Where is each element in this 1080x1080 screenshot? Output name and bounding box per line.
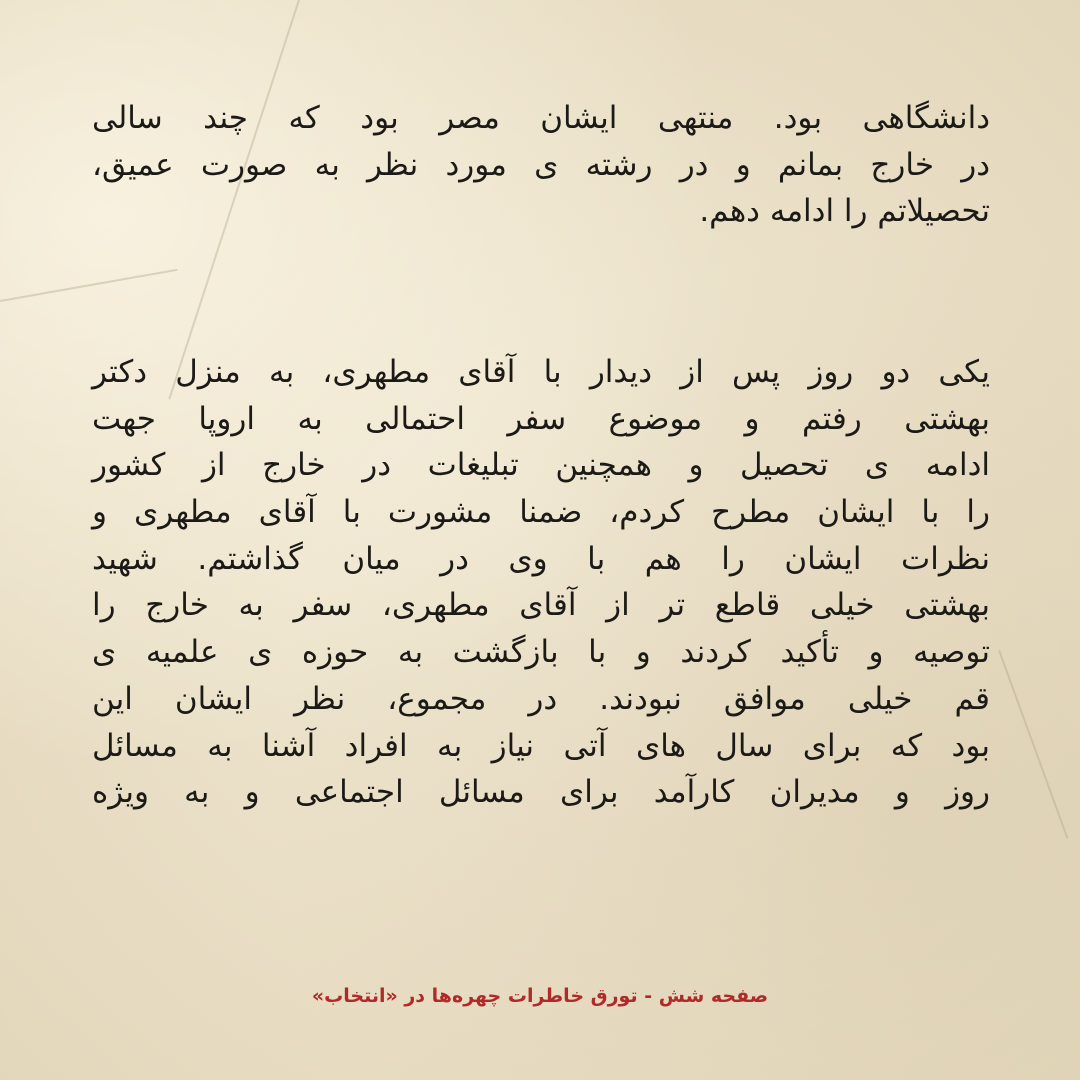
text-line: دانشگاهی بود. منتهی ایشان مصر بود که چند سالی (92, 100, 990, 136)
paragraph-2 (92, 349, 990, 816)
paper-crack (0, 269, 178, 302)
text-line: نظرات ایشان را هم با وی در میان گذاشتم. شهید (92, 540, 990, 577)
text-line: روز و مدیران کارآمد برای مسائل اجتماعی و به ویژه (92, 774, 990, 811)
text-line: بهشتی رفتم و موضوع سفر احتمالی به اروپا جهت (92, 400, 990, 437)
footer-caption: صفحه شش - تورق خاطرات چهره‌ها در «انتخاب» (311, 985, 769, 1007)
text-line: ادامه ی تحصیل و همچنین تبلیغات در خارج از کشور (92, 447, 990, 484)
text-line: تحصیلاتم را ادامه دهم. (699, 193, 990, 230)
text-line: قم خیلی موافق نبودند. در مجموع، نظر ایشان این (92, 680, 990, 717)
text-line: یکی دو روز پس از دیدار با آقای مطهری، به منزل دکتر (92, 354, 990, 390)
text-line: در خارج بمانم و در رشته ی مورد نظر به صورت عمیق، (92, 146, 990, 183)
text-line: بهشتی خیلی قاطع تر از آقای مطهری، سفر به خارج را (92, 587, 990, 624)
text-line: را با ایشان مطرح کردم، ضمنا مشورت با آقای مطهری و (92, 494, 990, 531)
text-line: بود که برای سال های آتی نیاز به افراد آشنا به مسائل (92, 727, 990, 764)
paper-crack (998, 650, 1068, 839)
paragraph-1 (92, 95, 990, 235)
text-line: توصیه و تأکید کردند و با بازگشت به حوزه ی علمیه ی (92, 634, 990, 671)
